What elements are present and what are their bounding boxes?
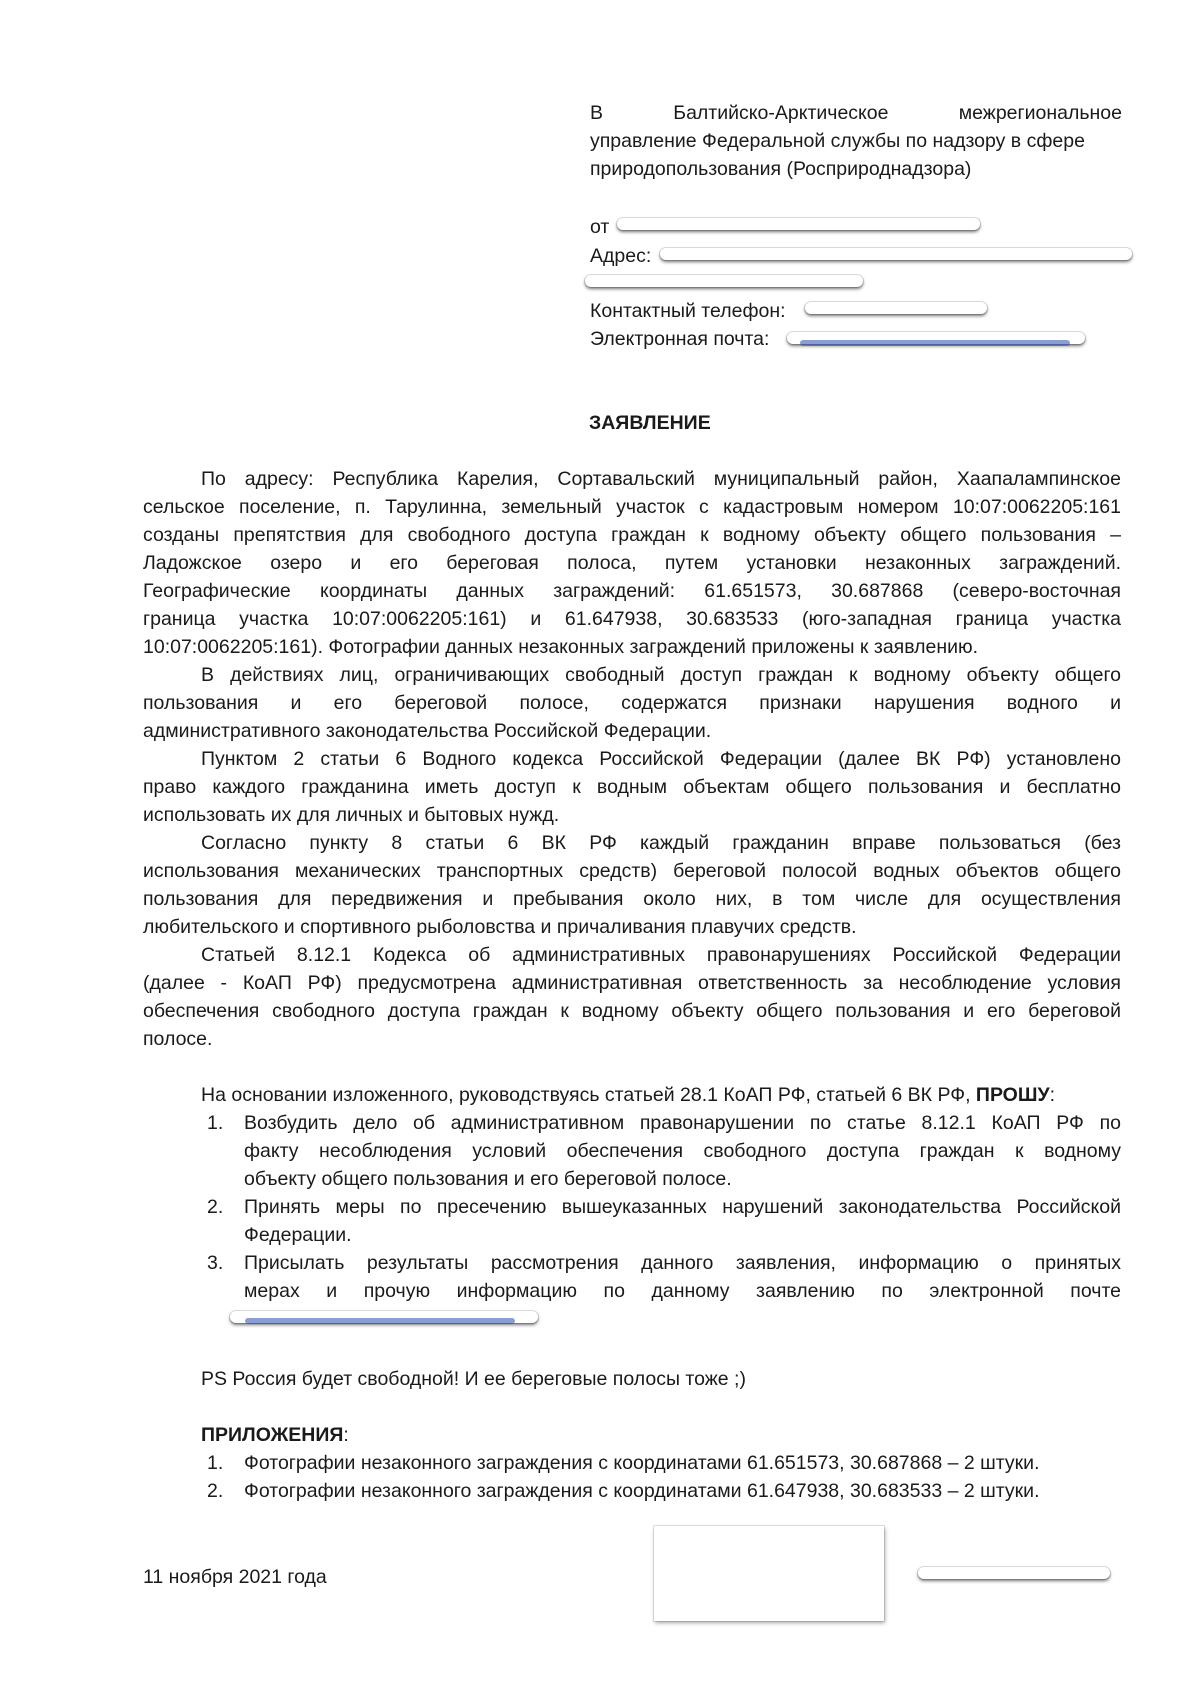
request-line: объекту общего пользования и его береговой полосе. <box>244 1168 732 1190</box>
paragraph-line: использования механических транспортных средств) береговой полосой водных объектов общего <box>143 860 1121 882</box>
redacted-email-underline <box>245 1318 515 1324</box>
request-intro <box>201 1081 1055 1109</box>
request-line: факту несоблюдения условий обеспечения свободного доступа граждан к водному <box>244 1140 1121 1162</box>
request-line: Возбудить дело об административном правонарушении по статье 8.12.1 КоАП РФ по <box>244 1112 1121 1134</box>
paragraph-line: созданы препятствия для свободного доступа граждан к водному объекту общего пользования – <box>143 524 1121 546</box>
paragraph-line: пользования и его береговой полосе, содержатся признаки нарушения водного и <box>143 692 1121 714</box>
addressee-line-2: управление Федеральной службы по надзору в сфере <box>590 130 1085 152</box>
paragraph-line: административного законодательства Российской Федерации. <box>143 720 712 742</box>
request-number: 1. <box>207 1112 224 1134</box>
paragraph-line: 10:07:0062205:161). Фотографии данных незаконных заграждений приложены к заявлению. <box>143 636 979 658</box>
paragraph-line: любительского и спортивного рыболовства и причаливания плавучих средств. <box>143 916 857 938</box>
addressee-line-3: природопользования (Росприроднадзора) <box>590 158 972 180</box>
paragraph-line: граница участка 10:07:0062205:161) и 61.647938, 30.683533 (юго-западная граница участка <box>143 608 1121 630</box>
document-title: ЗАЯВЛЕНИЕ <box>589 412 711 434</box>
redacted-sender-name <box>617 218 980 230</box>
redacted-address-line-1 <box>660 248 1132 260</box>
paragraph-line: обеспечения свободного доступа граждан к водному объекту общего пользования и его береговой <box>143 1000 1121 1022</box>
redacted-signature-box <box>654 1526 884 1621</box>
request-number: 3. <box>207 1252 224 1274</box>
paragraph-line: По адресу: Республика Карелия, Сортавальский муниципальный район, Хаапалампинское <box>201 468 1121 490</box>
addressee-prefix: В <box>590 102 604 124</box>
redacted-signer-name <box>918 1567 1110 1579</box>
attachment-item: Фотографии незаконного заграждения с координатами 61.647938, 30.683533 – 2 штуки. <box>244 1480 1040 1502</box>
address-label: Адрес: <box>590 245 652 267</box>
attachments-heading <box>201 1421 349 1449</box>
email-label: Электронная почта: <box>590 328 770 350</box>
paragraph-line: сельское поселение, п. Тарулинна, земельный участок с кадастровым номером 10:07:0062205:161 <box>143 496 1121 518</box>
attachments-colon: : <box>343 1424 349 1446</box>
paragraph-line: Пунктом 2 статьи 6 Водного кодекса Российской Федерации (далее ВК РФ) установлено <box>201 748 1121 770</box>
paragraph-line: Ладожское озеро и его береговая полоса, путем установки незаконных заграждений. <box>143 552 1121 574</box>
addressee-line-1 <box>590 99 1122 127</box>
paragraph-line: Согласно пункту 8 статьи 6 ВК РФ каждый гражданин вправе пользоваться (без <box>201 832 1121 854</box>
request-intro-text: На основании изложенного, руководствуясь статьей 28.1 КоАП РФ, статьей 6 ВК РФ, <box>201 1084 971 1106</box>
request-line: мерах и прочую информацию по данному заявлению по электронной почте <box>244 1280 1121 1302</box>
request-line: Федерации. <box>244 1224 352 1246</box>
postscript: PS Россия будет свободной! И ее береговые полосы тоже ;) <box>201 1368 746 1390</box>
paragraph-line: Статьей 8.12.1 Кодекса об административных правонарушениях Российской Федерации <box>201 944 1121 966</box>
document-date: 11 ноября 2021 года <box>143 1566 327 1588</box>
redacted-phone <box>805 302 987 314</box>
redacted-email-underline <box>800 340 1070 346</box>
redacted-address-line-2 <box>585 275 863 287</box>
request-line: Принять меры по пресечению вышеуказанных нарушений законодательства Российской <box>244 1196 1121 1218</box>
paragraph-line: пользования для передвижения и пребывания около них, в том числе для осуществления <box>143 888 1121 910</box>
attachments-heading-text: ПРИЛОЖЕНИЯ <box>201 1424 344 1446</box>
addressee-word: межрегиональное <box>958 102 1122 124</box>
paragraph-line: полосе. <box>143 1028 213 1050</box>
request-line: Присылать результаты рассмотрения данного заявления, информацию о принятых <box>244 1252 1121 1274</box>
paragraph-line: использовать их для личных и бытовых нужд. <box>143 804 560 826</box>
attachment-number: 1. <box>207 1452 224 1474</box>
paragraph-line: Географические координаты данных заграждений: 61.651573, 30.687868 (северо-восточная <box>143 580 1121 602</box>
attachment-number: 2. <box>207 1480 224 1502</box>
request-word: ПРОШУ <box>975 1084 1050 1106</box>
phone-label: Контактный телефон: <box>590 300 786 322</box>
paragraph-line: В действиях лиц, ограничивающих свободный доступ граждан к водному объекту общего <box>201 664 1121 686</box>
request-number: 2. <box>207 1196 224 1218</box>
attachment-item: Фотографии незаконного заграждения с координатами 61.651573, 30.687868 – 2 штуки. <box>244 1452 1040 1474</box>
from-label: от <box>590 216 610 238</box>
request-colon: : <box>1049 1084 1056 1106</box>
addressee-word: Балтийско-Арктическое <box>673 102 889 124</box>
paragraph-line: право каждого гражданина иметь доступ к водным объектам общего пользования и бесплатно <box>143 776 1121 798</box>
paragraph-line: (далее - КоАП РФ) предусмотрена административная ответственность за несоблюдение условия <box>143 972 1121 994</box>
